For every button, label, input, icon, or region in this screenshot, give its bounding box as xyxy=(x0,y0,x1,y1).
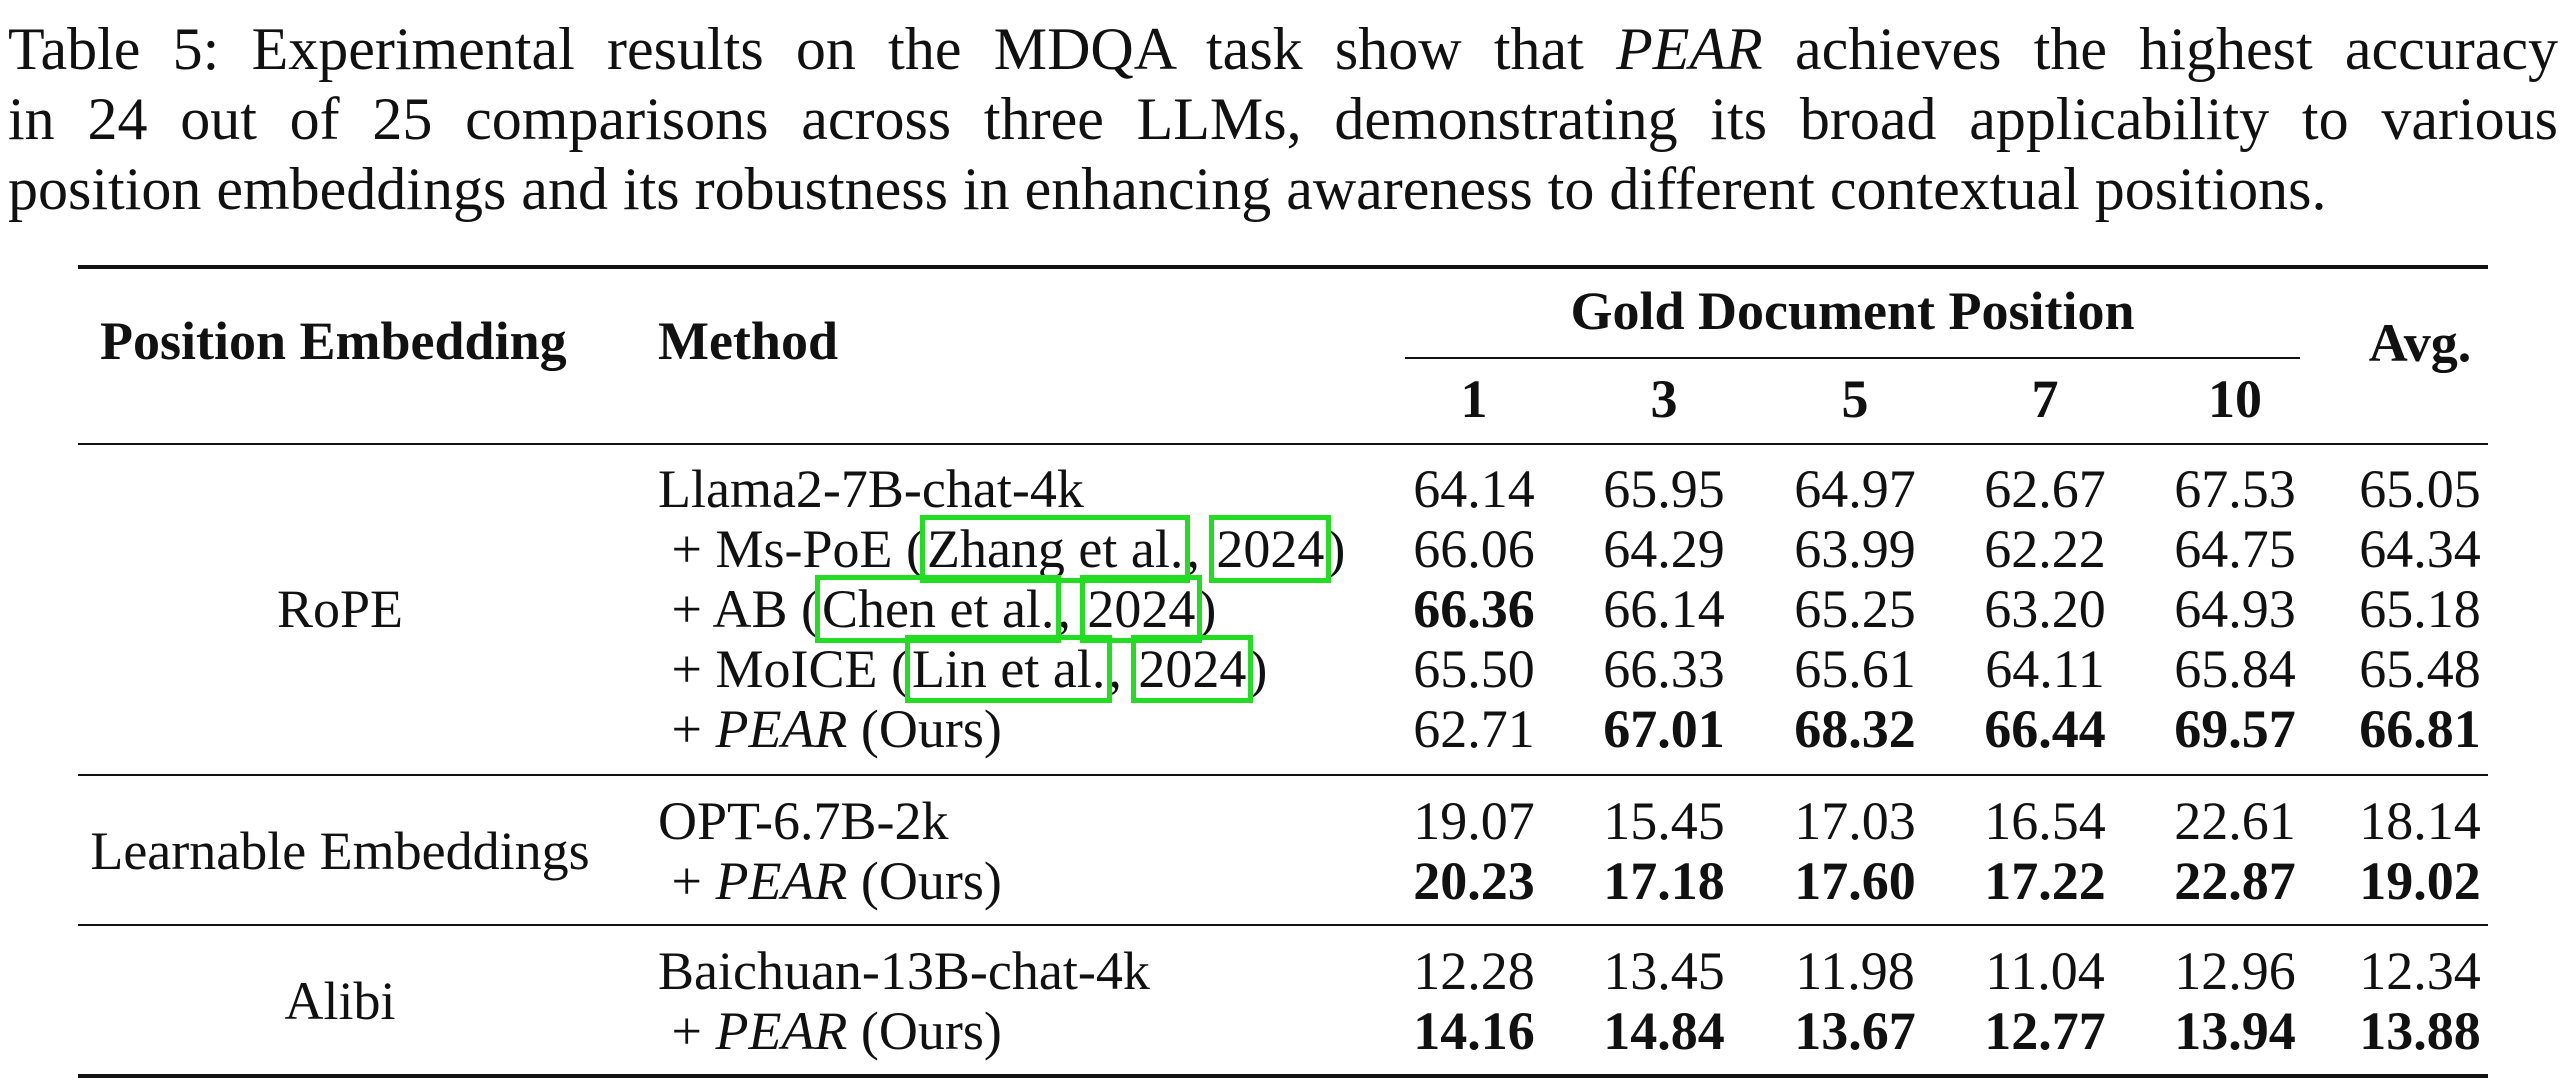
citation-year-link[interactable]: 2024 xyxy=(1135,639,1249,699)
method-cell xyxy=(658,458,1084,520)
avg-value: 18.14 xyxy=(2359,791,2481,851)
method-prefix: Baichuan-13B-chat-4k xyxy=(658,941,1150,1001)
position-value: 65.84 xyxy=(2174,639,2296,699)
position-value: 17.03 xyxy=(1794,791,1916,851)
position-value: 64.11 xyxy=(1985,639,2105,699)
caption-line-2: in 24 out of 25 comparisons across three LLMs, demonstrating its broad applicability to various xyxy=(8,86,2558,152)
method-cell xyxy=(658,638,1267,700)
avg-value: 19.02 xyxy=(2359,851,2481,911)
position-value: 17.22 xyxy=(1984,851,2106,911)
position-value: 15.45 xyxy=(1603,791,1725,851)
position-value: 20.23 xyxy=(1413,851,1535,911)
position-value: 17.18 xyxy=(1603,851,1725,911)
header-method: Method xyxy=(658,311,838,371)
header-position-3: 3 xyxy=(1650,369,1678,429)
position-value: 64.97 xyxy=(1794,459,1916,519)
method-suffix: (Ours) xyxy=(847,851,1002,911)
method-cell xyxy=(658,790,949,852)
method-cell xyxy=(658,850,1002,912)
position-value: 12.28 xyxy=(1413,941,1535,1001)
method-prefix: + AB ( xyxy=(658,579,819,639)
group-rule-2 xyxy=(78,924,2488,926)
position-value: 19.07 xyxy=(1413,791,1535,851)
position-value: 66.06 xyxy=(1413,519,1535,579)
position-embedding-label: RoPE xyxy=(276,579,404,639)
position-value: 14.16 xyxy=(1413,1001,1535,1061)
position-value: 66.36 xyxy=(1413,579,1535,639)
citation-author-link[interactable]: Zhang et al. xyxy=(924,519,1186,579)
method-cell xyxy=(658,1000,1002,1062)
method-suffix: ) xyxy=(1327,519,1346,579)
header-position-embedding: Position Embedding xyxy=(100,311,567,371)
position-embedding-label: Learnable Embeddings xyxy=(90,821,590,881)
method-cell xyxy=(658,698,1002,760)
avg-value: 65.05 xyxy=(2359,459,2481,519)
method-name: PEAR xyxy=(715,851,848,911)
position-value: 66.14 xyxy=(1603,579,1725,639)
position-embedding-label: Alibi xyxy=(284,971,396,1031)
position-value: 14.84 xyxy=(1603,1001,1725,1061)
citation-year-link[interactable]: 2024 xyxy=(1084,579,1198,639)
method-prefix: Llama2-7B-chat-4k xyxy=(658,459,1084,519)
table-caption xyxy=(8,14,2558,224)
position-value: 16.54 xyxy=(1984,791,2106,851)
header-position-10: 10 xyxy=(2208,369,2262,429)
method-suffix: ) xyxy=(1198,579,1217,639)
position-value: 12.96 xyxy=(2174,941,2296,1001)
position-value: 64.14 xyxy=(1413,459,1535,519)
position-value: 17.60 xyxy=(1794,851,1916,911)
header-position-5: 5 xyxy=(1841,369,1869,429)
avg-value: 65.48 xyxy=(2359,639,2481,699)
caption-pear: PEAR xyxy=(1616,16,1763,82)
position-value: 22.61 xyxy=(2174,791,2296,851)
group-rule-1 xyxy=(78,774,2488,776)
position-value: 12.77 xyxy=(1984,1001,2106,1061)
method-prefix: + xyxy=(658,851,716,911)
position-value: 66.33 xyxy=(1603,639,1725,699)
citation-separator: , xyxy=(1057,579,1085,639)
position-value: 65.50 xyxy=(1413,639,1535,699)
position-value: 11.04 xyxy=(1985,941,2105,1001)
position-value: 63.20 xyxy=(1984,579,2106,639)
avg-value: 64.34 xyxy=(2359,519,2481,579)
position-value: 67.53 xyxy=(2174,459,2296,519)
method-prefix: + Ms-PoE ( xyxy=(658,519,924,579)
position-value: 65.25 xyxy=(1794,579,1916,639)
citation-author-link[interactable]: Lin et al. xyxy=(909,639,1108,699)
citation-year-link[interactable]: 2024 xyxy=(1213,519,1327,579)
header-position-1: 1 xyxy=(1460,369,1488,429)
avg-value: 65.18 xyxy=(2359,579,2481,639)
method-cell xyxy=(658,518,1345,580)
position-value: 62.22 xyxy=(1984,519,2106,579)
method-name: PEAR xyxy=(715,699,848,759)
method-suffix: (Ours) xyxy=(847,699,1002,759)
bottom-rule xyxy=(78,1074,2488,1078)
position-value: 62.67 xyxy=(1984,459,2106,519)
position-value: 13.67 xyxy=(1794,1001,1916,1061)
position-value: 68.32 xyxy=(1794,699,1916,759)
gold-position-underline xyxy=(1405,357,2300,359)
position-value: 64.75 xyxy=(2174,519,2296,579)
position-value: 69.57 xyxy=(2174,699,2296,759)
header-avg: Avg. xyxy=(2368,313,2472,373)
citation-separator: , xyxy=(1186,519,1214,579)
position-value: 65.61 xyxy=(1794,639,1916,699)
method-prefix: + xyxy=(658,1001,716,1061)
method-cell xyxy=(658,578,1216,640)
position-value: 62.71 xyxy=(1413,699,1535,759)
header-rule xyxy=(78,443,2488,445)
citation-author-link[interactable]: Chen et al. xyxy=(819,579,1057,639)
caption-line-1: Table 5: Experimental results on the MDQA task show that PEAR achieves the highest accuracy xyxy=(8,16,2558,82)
position-value: 11.98 xyxy=(1795,941,1915,1001)
header-position-7: 7 xyxy=(2031,369,2059,429)
citation-separator: , xyxy=(1108,639,1136,699)
header-gold-position: Gold Document Position xyxy=(1570,281,2135,341)
position-value: 64.93 xyxy=(2174,579,2296,639)
position-value: 22.87 xyxy=(2174,851,2296,911)
avg-value: 13.88 xyxy=(2359,1001,2481,1061)
method-suffix: (Ours) xyxy=(847,1001,1002,1061)
method-suffix: ) xyxy=(1249,639,1268,699)
caption-line-3: position embeddings and its robustness in enhancing awareness to different contextual positions. xyxy=(8,156,2327,222)
method-prefix: + MoICE ( xyxy=(658,639,909,699)
method-prefix: OPT-6.7B-2k xyxy=(658,791,949,851)
position-value: 13.94 xyxy=(2174,1001,2296,1061)
position-value: 67.01 xyxy=(1603,699,1725,759)
position-value: 63.99 xyxy=(1794,519,1916,579)
method-prefix: + xyxy=(658,699,716,759)
position-value: 66.44 xyxy=(1984,699,2106,759)
position-value: 64.29 xyxy=(1603,519,1725,579)
avg-value: 12.34 xyxy=(2359,941,2481,1001)
avg-value: 66.81 xyxy=(2359,699,2481,759)
position-value: 13.45 xyxy=(1603,941,1725,1001)
method-name: PEAR xyxy=(715,1001,848,1061)
method-cell xyxy=(658,940,1150,1002)
top-rule xyxy=(78,265,2488,269)
position-value: 65.95 xyxy=(1603,459,1725,519)
